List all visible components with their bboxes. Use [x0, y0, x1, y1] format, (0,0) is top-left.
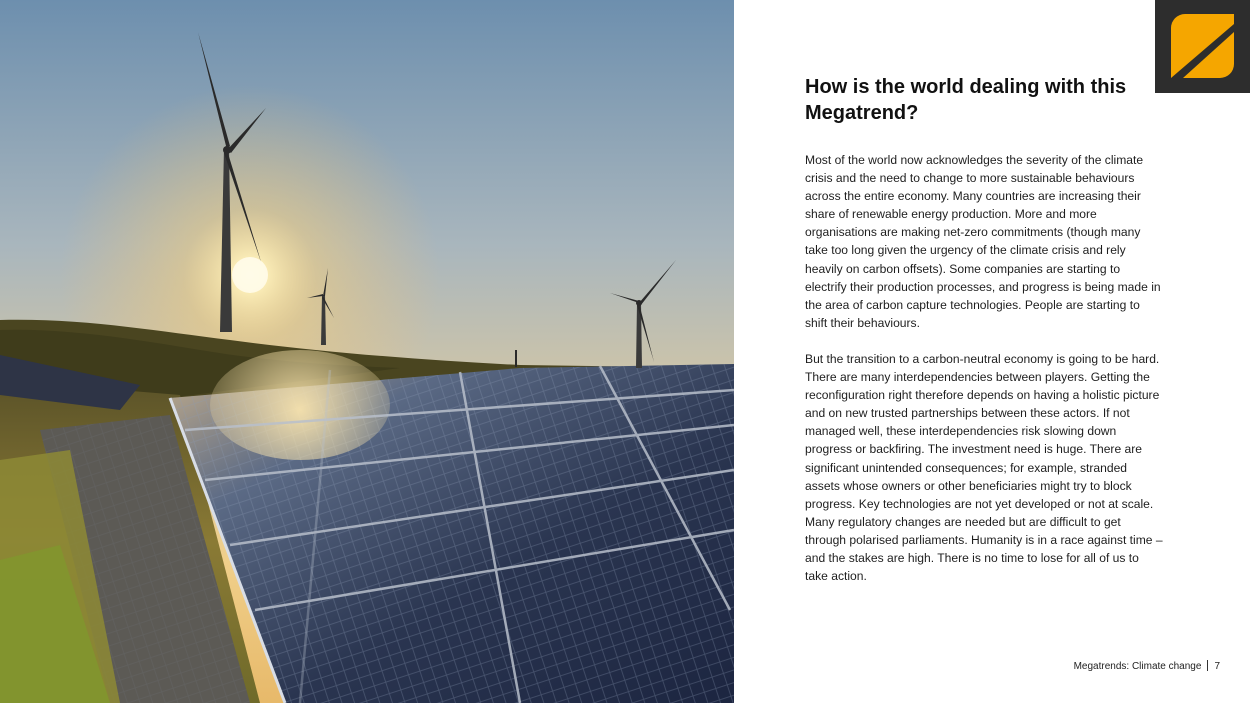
page-number: 7 [1214, 661, 1220, 672]
brand-logo [1155, 0, 1250, 93]
footer-divider [1207, 660, 1208, 671]
page-heading: How is the world dealing with this Megatrend? [805, 76, 1127, 124]
body-text [805, 151, 1165, 603]
paragraph-1: Most of the world now acknowledges the severity of the climate crisis and the need to change to more sustainable behaviours across the entire economy. Many countries are increasing their share of renewable energy production. More and more organisations are making net-zero commitments (though many take too long given the urgency of the climate crisis and rely heavily on carbon offsets). Some companies are starting to electrify their production processes, and progress is being made in the area of carbon capture technologies. People are starting to shift their behaviours. [805, 153, 1161, 330]
page-footer [1074, 660, 1220, 672]
paragraph-2: But the transition to a carbon-neutral economy is going to be hard. There are many interdependencies between players. Getting the reconfiguration right therefore depends on having a holistic picture and on new trusted partnerships between these actors. If not managed well, these interdependencies risk slowing down progress or backfiring. The investment need is huge. There are significant unintended consequences; for example, stranded assets whose owners or other beneficiaries might try to block progress. Key technologies are not yet developed or not at scale. Many regulatory changes are needed but are difficult to get through polarised parliaments. Humanity is in a race against time – and the stakes are high. There is no time to lose for all of us to take action. [805, 351, 1163, 584]
footer-title: Megatrends: Climate change [1073, 661, 1202, 672]
leaf-logo-icon [1171, 14, 1234, 78]
